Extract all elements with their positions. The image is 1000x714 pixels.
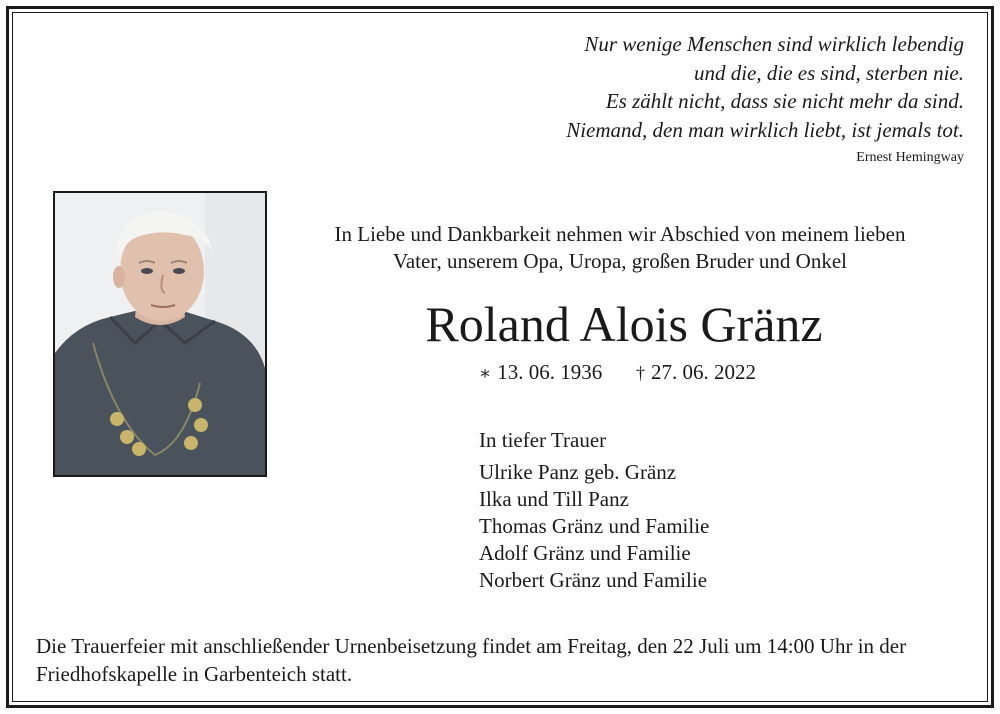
intro-line: In Liebe und Dankbarkeit nehmen wir Abschied von meinem lieben <box>334 222 906 246</box>
portrait-illustration <box>55 193 265 475</box>
quote-line: Nur wenige Menschen sind wirklich lebendig <box>584 32 964 56</box>
mourner-name: Ulrike Panz geb. Gränz <box>479 460 677 484</box>
death-date <box>636 360 756 385</box>
mourning-block <box>479 427 709 594</box>
birth-date <box>479 360 602 385</box>
death-date-value: 27. 06. 2022 <box>651 360 756 384</box>
mourner-name: Ilka und Till Panz <box>479 487 629 511</box>
birth-date-value: 13. 06. 1936 <box>497 360 603 384</box>
mourning-title: In tiefer Trauer <box>479 428 607 452</box>
quote-author: Ernest Hemingway <box>856 150 964 165</box>
mourner-name: Adolf Gränz und Familie <box>479 541 691 565</box>
birth-star-icon: ∗ <box>479 363 492 383</box>
quote-block <box>566 30 964 144</box>
quote-line: Niemand, den man wirklich liebt, ist jemals tot. <box>566 117 964 142</box>
mourner-name: Norbert Gränz und Familie <box>479 568 708 592</box>
quote-line: und die, die es sind, sterben nie. <box>693 60 964 85</box>
intro-line: Vater, unserem Opa, Uropa, großen Bruder und Onkel <box>392 249 848 273</box>
quote-line: Es zählt nicht, dass sie nicht mehr da sind. <box>605 89 964 113</box>
funeral-notice: Die Trauerfeier mit anschließender Urnenbeisetzung findet am Freitag, den 22 Juli um 14:00 Uhr in der Friedhofskapelle in Garbenteich statt. <box>36 634 907 686</box>
deceased-name: Roland Alois Gränz <box>425 296 823 352</box>
death-cross-icon: † <box>636 363 645 383</box>
mourner-name: Thomas Gränz und Familie <box>479 514 710 538</box>
intro-text <box>300 221 940 275</box>
portrait-photo <box>53 191 267 477</box>
